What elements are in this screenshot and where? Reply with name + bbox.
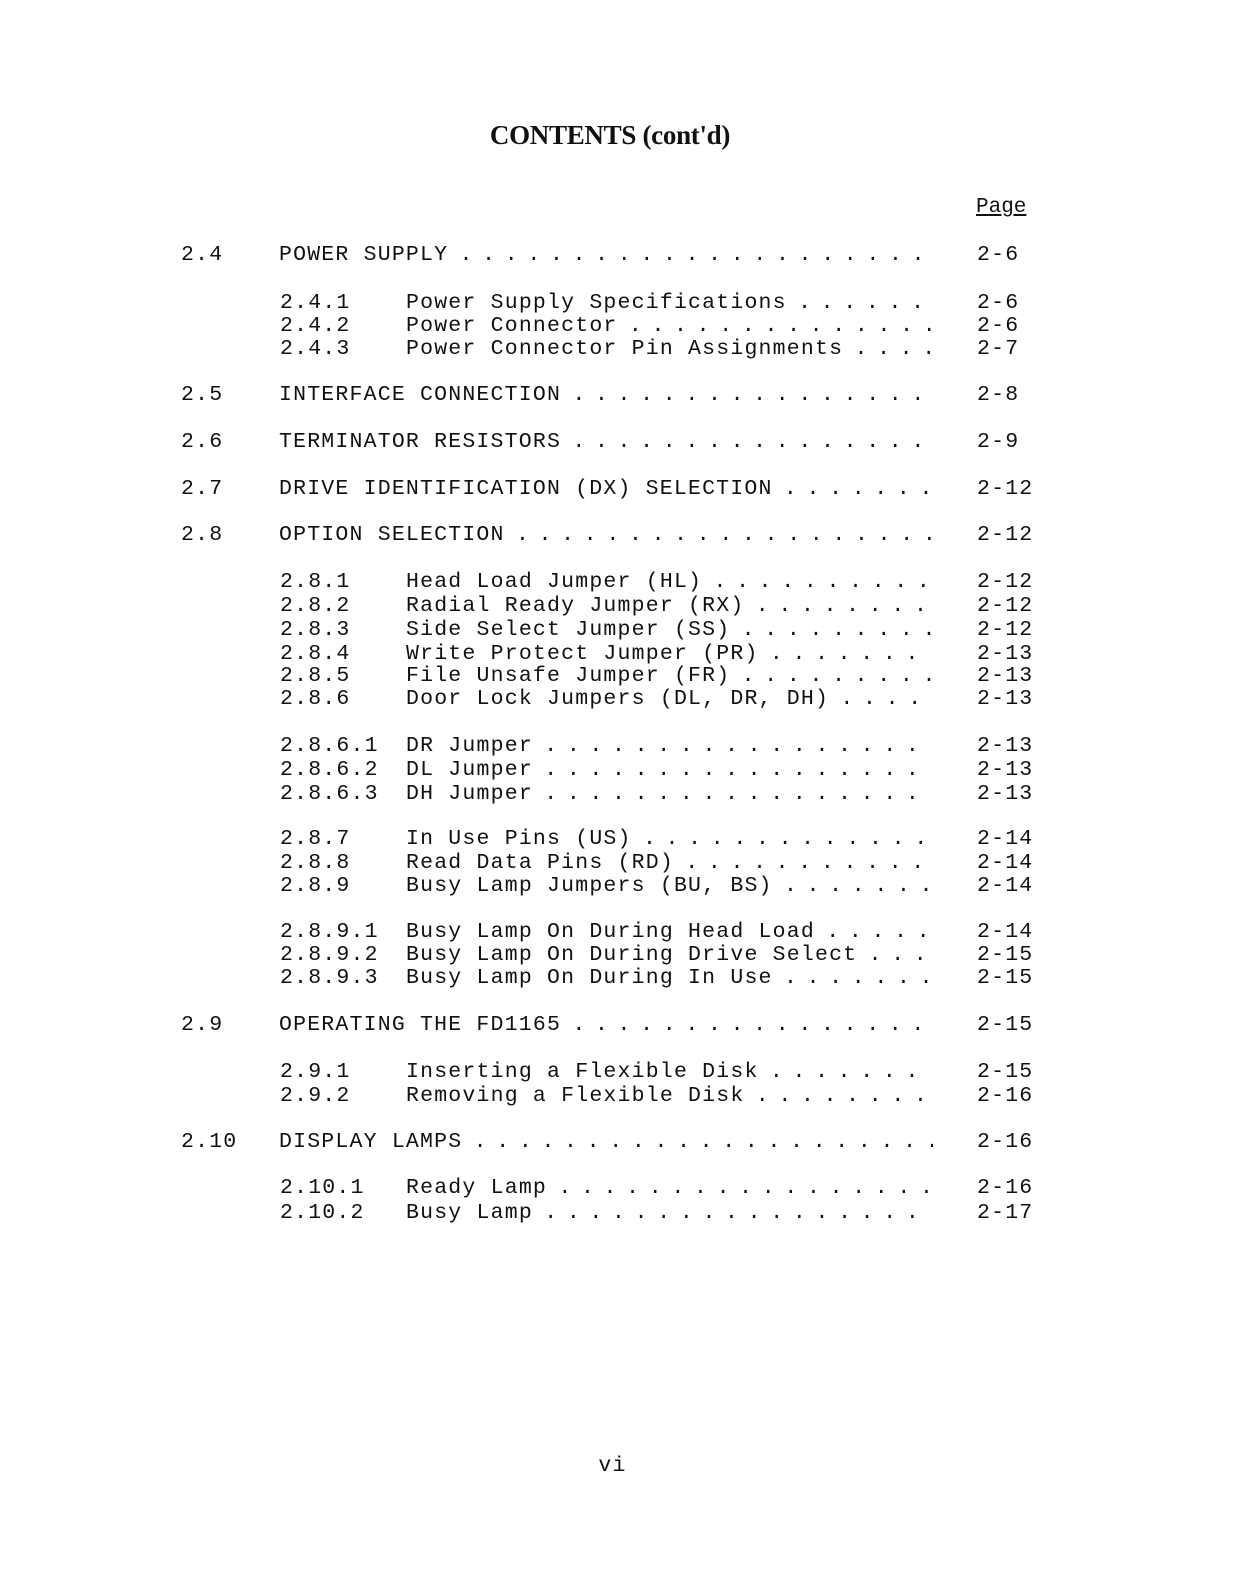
section-title: Side Select Jumper (SS) . . . <box>406 618 933 642</box>
toc-entry[interactable] <box>0 758 1233 782</box>
section-number: 2.8.5 <box>280 664 351 688</box>
toc-entry[interactable] <box>0 477 1233 501</box>
toc-entry[interactable] <box>0 851 1233 875</box>
toc-entry[interactable] <box>0 337 1233 361</box>
section-number: 2.8.1 <box>280 570 351 594</box>
page-column-header: Page <box>976 196 1027 219</box>
toc-entry[interactable] <box>0 570 1233 594</box>
section-title: DR Jumper . . . <box>406 734 933 758</box>
section-number: 2.8.7 <box>280 827 351 851</box>
toc-entry[interactable] <box>0 827 1233 851</box>
section-title: Busy Lamp Jumpers (BU, BS) . . . <box>406 874 933 898</box>
toc-entry[interactable] <box>0 430 1233 454</box>
section-title: DISPLAY LAMPS . . . <box>279 1130 933 1154</box>
toc-entry[interactable] <box>0 594 1233 618</box>
section-title: Busy Lamp On During Head Load . . . <box>406 920 933 944</box>
section-title: Radial Ready Jumper (RX) . . . <box>406 594 933 618</box>
section-number: 2.8.6.2 <box>280 758 379 782</box>
section-title: DL Jumper . . . <box>406 758 933 782</box>
section-number: 2.10 <box>181 1130 238 1154</box>
toc-entry[interactable] <box>0 1201 1233 1225</box>
page-number: 2-16 <box>977 1130 1034 1154</box>
section-number: 2.9.1 <box>280 1060 351 1084</box>
section-title: OPTION SELECTION . . . <box>279 523 933 547</box>
page-number: 2-13 <box>977 664 1034 688</box>
page-number: 2-13 <box>977 734 1034 758</box>
toc-entry[interactable] <box>0 314 1233 338</box>
section-title: Inserting a Flexible Disk . . . <box>406 1060 933 1084</box>
section-number: 2.8.8 <box>280 851 351 875</box>
toc-entry[interactable] <box>0 966 1233 990</box>
toc-entry[interactable] <box>0 1060 1233 1084</box>
page-number: 2-7 <box>977 337 1020 361</box>
section-number: 2.8.9.2 <box>280 943 379 967</box>
page-number: 2-13 <box>977 782 1034 806</box>
toc-entry[interactable] <box>0 1013 1233 1037</box>
section-title: Power Connector . . . <box>406 314 933 338</box>
page-number: 2-12 <box>977 570 1034 594</box>
section-number: 2.4.2 <box>280 314 351 338</box>
toc-entry[interactable] <box>0 642 1233 666</box>
toc-entry[interactable] <box>0 687 1233 711</box>
toc-entry[interactable] <box>0 874 1233 898</box>
page-number: 2-13 <box>977 642 1034 666</box>
toc-entry[interactable] <box>0 664 1233 688</box>
section-title: Write Protect Jumper (PR) . . . <box>406 642 933 666</box>
page-number: 2-9 <box>977 430 1020 454</box>
page-title: CONTENTS (cont'd) <box>489 120 731 150</box>
section-number: 2.8 <box>181 523 224 547</box>
section-number: 2.8.2 <box>280 594 351 618</box>
section-title: In Use Pins (US) . . . <box>406 827 933 851</box>
toc-entry[interactable] <box>0 920 1233 944</box>
toc-entry[interactable] <box>0 291 1233 315</box>
section-number: 2.4.3 <box>280 337 351 361</box>
toc-entry[interactable] <box>0 523 1233 547</box>
section-number: 2.9 <box>181 1013 224 1037</box>
page-number: 2-16 <box>977 1176 1034 1200</box>
page-number: 2-12 <box>977 523 1034 547</box>
page-number: 2-16 <box>977 1084 1034 1108</box>
section-title: Busy Lamp On During In Use . . . <box>406 966 933 990</box>
section-title: Power Supply Specifications . . . <box>406 291 933 315</box>
section-title: Power Connector Pin Assignments . . . <box>406 337 933 361</box>
section-number: 2.8.9.1 <box>280 920 379 944</box>
page-number: 2-15 <box>977 966 1034 990</box>
page-number: 2-15 <box>977 1013 1034 1037</box>
page-number: 2-14 <box>977 851 1034 875</box>
section-number: 2.7 <box>181 477 224 501</box>
section-title: Ready Lamp . . . <box>406 1176 933 1200</box>
page-number: 2-12 <box>977 594 1034 618</box>
section-title: File Unsafe Jumper (FR) . . . <box>406 664 933 688</box>
toc-entry[interactable] <box>0 782 1233 806</box>
toc-entry[interactable] <box>0 383 1233 407</box>
section-title: Head Load Jumper (HL) . . . <box>406 570 933 594</box>
section-number: 2.8.3 <box>280 618 351 642</box>
toc-entry[interactable] <box>0 618 1233 642</box>
section-number: 2.4.1 <box>280 291 351 315</box>
page-number: 2-15 <box>977 1060 1034 1084</box>
toc-entry[interactable] <box>0 1176 1233 1200</box>
section-title: Removing a Flexible Disk . . . <box>406 1084 933 1108</box>
section-title: Door Lock Jumpers (DL, DR, DH) . . . <box>406 687 933 711</box>
page-number: 2-13 <box>977 687 1034 711</box>
section-number: 2.8.9.3 <box>280 966 379 990</box>
page-number: 2-13 <box>977 758 1034 782</box>
section-number: 2.5 <box>181 383 224 407</box>
toc-entry[interactable] <box>0 734 1233 758</box>
section-number: 2.4 <box>181 243 224 267</box>
section-title: TERMINATOR RESISTORS . . . <box>279 430 933 454</box>
section-number: 2.10.2 <box>280 1201 365 1225</box>
page-number: 2-6 <box>977 243 1020 267</box>
section-title: OPERATING THE FD1165 . . . <box>279 1013 933 1037</box>
section-number: 2.8.9 <box>280 874 351 898</box>
section-number: 2.9.2 <box>280 1084 351 1108</box>
page-number: 2-12 <box>977 477 1034 501</box>
section-title: Busy Lamp . . . <box>406 1201 933 1225</box>
page-number: 2-6 <box>977 314 1020 338</box>
section-number: 2.8.6.3 <box>280 782 379 806</box>
toc-entry[interactable] <box>0 243 1233 267</box>
section-title: DH Jumper . . . <box>406 782 933 806</box>
toc-entry[interactable] <box>0 943 1233 967</box>
section-title: Read Data Pins (RD) . . . <box>406 851 933 875</box>
page-number: 2-15 <box>977 943 1034 967</box>
section-number: 2.6 <box>181 430 224 454</box>
page-number: 2-17 <box>977 1201 1034 1225</box>
page-number: 2-14 <box>977 827 1034 851</box>
section-title: INTERFACE CONNECTION . . . <box>279 383 933 407</box>
page-number: 2-8 <box>977 383 1020 407</box>
page-number: 2-12 <box>977 618 1034 642</box>
section-number: 2.10.1 <box>280 1176 365 1200</box>
section-title: POWER SUPPLY . . . <box>279 243 933 267</box>
section-number: 2.8.6.1 <box>280 734 379 758</box>
section-number: 2.8.4 <box>280 642 351 666</box>
page-number: 2-14 <box>977 874 1034 898</box>
page-number: 2-6 <box>977 291 1020 315</box>
section-title: DRIVE IDENTIFICATION (DX) SELECTION . . . <box>279 477 933 501</box>
toc-entry[interactable] <box>0 1084 1233 1108</box>
section-number: 2.8.6 <box>280 687 351 711</box>
toc-entry[interactable] <box>0 1130 1233 1154</box>
page-number: 2-14 <box>977 920 1034 944</box>
page-folio: vi <box>598 1454 627 1478</box>
section-title: Busy Lamp On During Drive Select . . . <box>406 943 933 967</box>
